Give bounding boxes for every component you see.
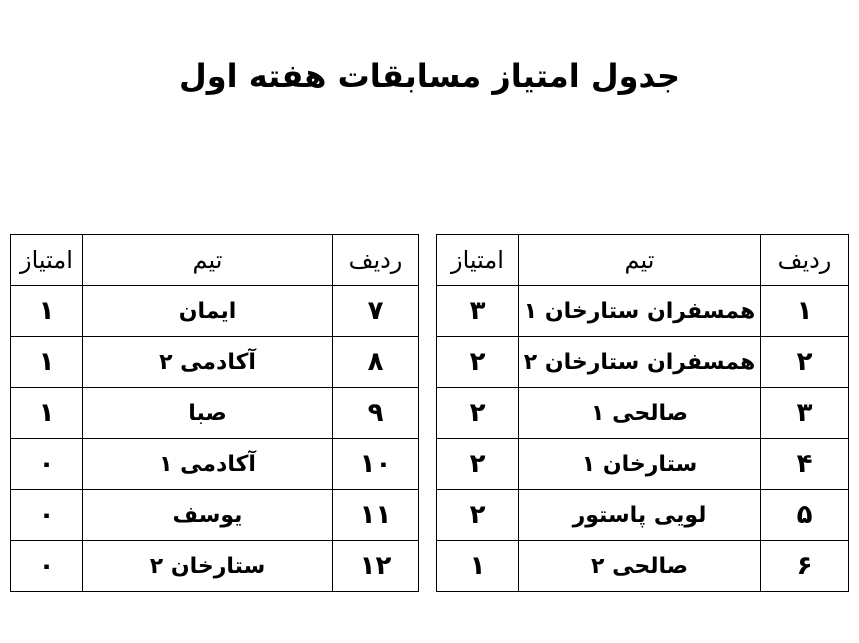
team-cell: همسفران ستارخان ۲ (519, 337, 761, 388)
table-row (11, 388, 419, 439)
score-cell: ۰ (11, 541, 83, 592)
table-row (11, 439, 419, 490)
team-header: تیم (519, 235, 761, 286)
rank-cell: ۱۰ (333, 439, 419, 490)
score-cell: ۱ (437, 541, 519, 592)
team-cell: ستارخان ۲ (83, 541, 333, 592)
team-cell: ایمان (83, 286, 333, 337)
table-row (11, 490, 419, 541)
team-cell: آکادمی ۱ (83, 439, 333, 490)
standings-table-right (436, 234, 849, 592)
score-cell: ۰ (11, 490, 83, 541)
team-cell: صبا (83, 388, 333, 439)
header-row (11, 235, 419, 286)
table-row (437, 337, 849, 388)
rank-cell: ۷ (333, 286, 419, 337)
team-cell: یوسف (83, 490, 333, 541)
table-row (437, 541, 849, 592)
score-cell: ۳ (437, 286, 519, 337)
rank-cell: ۵ (761, 490, 849, 541)
score-cell: ۲ (437, 388, 519, 439)
score-cell: ۰ (11, 439, 83, 490)
score-cell: ۲ (437, 490, 519, 541)
rank-header: ردیف (761, 235, 849, 286)
table-row (11, 286, 419, 337)
rank-header: ردیف (333, 235, 419, 286)
score-cell: ۲ (437, 439, 519, 490)
team-cell: همسفران ستارخان ۱ (519, 286, 761, 337)
rank-cell: ۱۱ (333, 490, 419, 541)
rank-cell: ۸ (333, 337, 419, 388)
page-title: جدول امتیاز مسابقات هفته اول (178, 57, 681, 95)
team-cell: صالحی ۲ (519, 541, 761, 592)
standings-table-left (10, 234, 419, 592)
rank-cell: ۹ (333, 388, 419, 439)
score-cell: ۱ (11, 286, 83, 337)
score-header: امتیاز (11, 235, 83, 286)
header-row (437, 235, 849, 286)
score-cell: ۱ (11, 337, 83, 388)
score-cell: ۲ (437, 337, 519, 388)
team-cell: صالحی ۱ (519, 388, 761, 439)
rank-cell: ۴ (761, 439, 849, 490)
rank-cell: ۱۲ (333, 541, 419, 592)
rank-cell: ۱ (761, 286, 849, 337)
table-row (437, 439, 849, 490)
rank-cell: ۳ (761, 388, 849, 439)
table-row (11, 541, 419, 592)
table-row (437, 286, 849, 337)
rank-cell: ۲ (761, 337, 849, 388)
table-row (437, 388, 849, 439)
score-cell: ۱ (11, 388, 83, 439)
table-row (11, 337, 419, 388)
team-cell: لویی پاستور (519, 490, 761, 541)
score-header: امتیاز (437, 235, 519, 286)
table-row (437, 490, 849, 541)
team-cell: آکادمی ۲ (83, 337, 333, 388)
team-cell: ستارخان ۱ (519, 439, 761, 490)
team-header: تیم (83, 235, 333, 286)
rank-cell: ۶ (761, 541, 849, 592)
